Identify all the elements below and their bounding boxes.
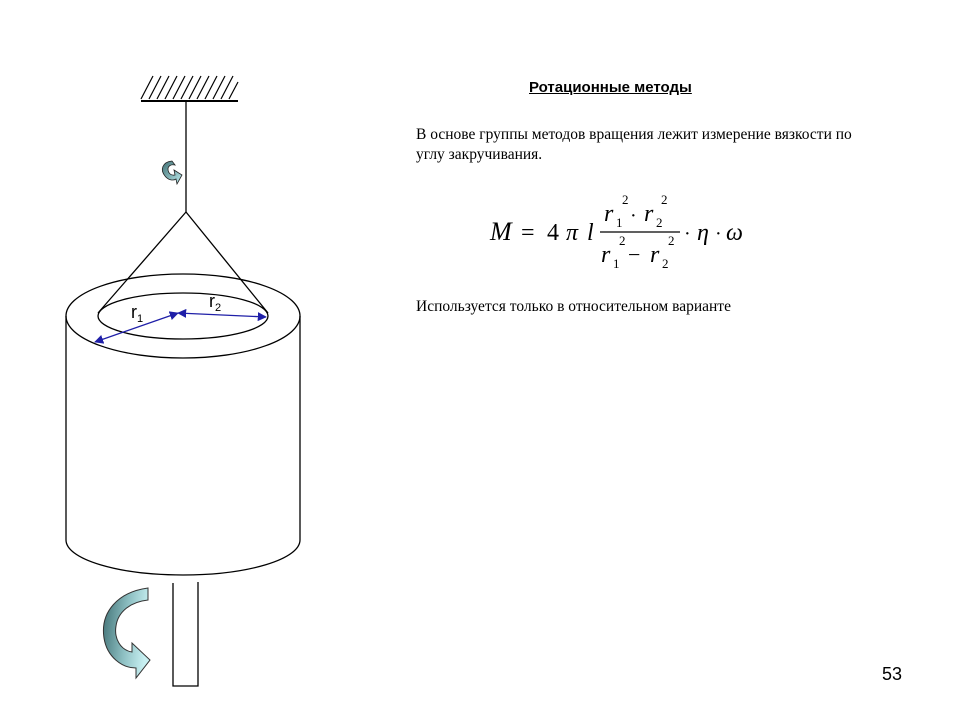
formula-pi: π <box>566 220 579 246</box>
svg-text:·: · <box>684 223 691 245</box>
svg-text:1: 1 <box>613 256 620 271</box>
r2-label: $r_2$ <box>209 291 222 314</box>
r2-arrow <box>178 313 266 317</box>
small-rotation-arrow-icon <box>162 161 182 184</box>
svg-text:1: 1 <box>616 215 623 230</box>
formula-l: l <box>587 220 594 246</box>
rotor-shaft <box>173 582 198 686</box>
page-number: 53 <box>882 664 903 684</box>
svg-text:2: 2 <box>619 233 626 248</box>
radius-arrows <box>95 313 266 342</box>
svg-text:2: 2 <box>622 192 629 207</box>
large-rotation-arrow-icon <box>103 588 150 678</box>
formula-eta: η <box>697 220 709 246</box>
r1-label: $r_1$ <box>131 302 144 325</box>
inner-cylinder <box>98 212 268 339</box>
svg-text:−: − <box>628 242 641 267</box>
slide-title: Ротационные методы <box>529 79 692 96</box>
svg-text:2: 2 <box>656 215 663 230</box>
slide-note: Используется только в относительном варианте <box>416 298 731 315</box>
svg-text:2: 2 <box>662 256 669 271</box>
hatched-ceiling-icon <box>141 76 238 101</box>
svg-text:2: 2 <box>668 233 675 248</box>
formula-coef: 4 <box>547 220 559 246</box>
denominator-r1: r <box>601 242 611 268</box>
numerator-r1: r <box>604 201 614 227</box>
svg-text:2: 2 <box>661 192 668 207</box>
viscosity-formula <box>489 192 743 271</box>
formula-lhs: M <box>490 217 512 246</box>
svg-text:·: · <box>715 223 722 245</box>
slide-description: В основе группы методов вращения лежит измерение вязкости по углу закручивания. <box>416 126 852 163</box>
numerator-r2: r <box>644 201 654 227</box>
svg-text:·: · <box>630 205 637 227</box>
formula-equals: = <box>521 220 535 246</box>
denominator-r2: r <box>650 242 660 268</box>
outer-cylinder <box>66 274 300 575</box>
formula-omega: ω <box>726 220 743 246</box>
